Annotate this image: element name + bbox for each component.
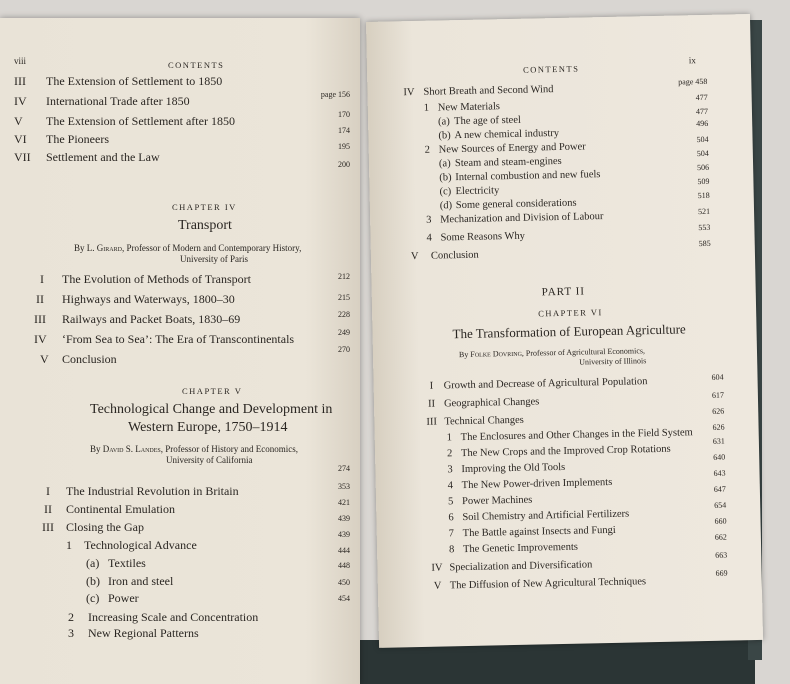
chapter-title: The Transformation of European Agriculture: [452, 321, 686, 342]
list-item: 2 Increasing Scale and Concentration: [68, 610, 259, 624]
list-item: 2 The New Crops and the Improved Crop Rotations: [446, 443, 671, 460]
page-number: 518: [697, 190, 710, 201]
list-item: 3 Mechanization and Division of Labour: [426, 211, 604, 226]
affiliation: University of Illinois: [579, 356, 647, 367]
page-number: 212: [338, 272, 350, 281]
page-number: 669: [715, 568, 728, 578]
list-item: V The Diffusion of New Agricultural Techniques: [433, 576, 647, 592]
page-number: 496: [696, 118, 709, 129]
list-item: I The Industrial Revolution in Britain: [46, 484, 239, 498]
list-item: 1 Technological Advance: [66, 538, 197, 552]
page-number: 553: [698, 222, 711, 233]
page-number: 439: [338, 514, 350, 523]
page-number: page 156: [320, 90, 350, 99]
page-number: 509: [697, 176, 710, 187]
running-head: CONTENTS: [522, 63, 580, 75]
list-item: 1 New Materials: [423, 101, 501, 114]
page-number: 631: [712, 436, 725, 446]
page-number: 647: [713, 484, 726, 494]
list-item: IV Short Breath and Second Wind: [403, 84, 554, 99]
folio: viii: [14, 56, 27, 66]
chapter-title-line2: Western Europe, 1750–1914: [128, 420, 288, 435]
list-item: (a) Steam and steam-engines: [438, 155, 562, 170]
list-item: IV International Trade after 1850: [14, 94, 190, 108]
affiliation: University of Paris: [180, 254, 248, 264]
page-number: 504: [696, 148, 709, 159]
list-item: III Closing the Gap: [42, 520, 144, 534]
list-item: IV ‘From Sea to Sea’: The Era of Transcontinentals: [34, 332, 295, 346]
page-number: 643: [713, 468, 726, 478]
page-number: 439: [338, 530, 350, 539]
list-item: II Geographical Changes: [427, 396, 540, 410]
list-item: (a) The age of steel: [437, 114, 521, 128]
list-item: (a) Textiles: [86, 556, 146, 570]
page-number: 195: [338, 142, 350, 151]
page-number: 200: [338, 160, 350, 169]
author-line: By L. Girard, Professor of Modern and Contemporary History,: [74, 243, 302, 253]
list-item: I Growth and Decrease of Agricultural Population: [429, 376, 648, 392]
list-item: II Highways and Waterways, 1800–30: [36, 292, 235, 306]
page-number: 444: [338, 546, 350, 555]
page-number: 215: [338, 293, 350, 302]
page-number: 504: [696, 134, 709, 145]
left-page: [0, 18, 360, 684]
chapter-title-line1: Technological Change and Development in: [90, 402, 333, 417]
list-item: 8 The Genetic Improvements: [448, 541, 579, 556]
part-label: PART II: [541, 285, 586, 299]
page-number: 506: [697, 162, 710, 173]
list-item: 2 New Sources of Energy and Power: [424, 141, 586, 156]
page-number: 660: [714, 516, 727, 526]
list-item: (b) Internal combustion and new fuels: [439, 169, 601, 184]
page-number: 662: [714, 532, 727, 542]
list-item: 4 Some Reasons Why: [426, 230, 526, 244]
page-number: 585: [698, 238, 711, 249]
chapter-label: CHAPTER VI: [538, 307, 603, 319]
affiliation: University of California: [166, 455, 253, 465]
list-item: III Railways and Packet Boats, 1830–69: [34, 312, 241, 326]
list-item: (b) A new chemical industry: [438, 127, 560, 142]
page-number: 170: [338, 110, 350, 119]
running-head: CONTENTS: [168, 60, 225, 70]
page-number: 421: [338, 498, 350, 507]
page-number: 604: [711, 372, 724, 382]
chapter-label: CHAPTER IV: [172, 202, 237, 212]
page-number: 174: [338, 126, 350, 135]
author-line: By Folke Dovring, Professor of Agricultural Economics,: [458, 346, 646, 360]
page-number: 663: [715, 550, 728, 560]
page-number: 270: [338, 345, 350, 354]
author-line: By David S. Landes, Professor of History and Economics,: [90, 444, 298, 454]
list-item: 7 The Battle against Insects and Fungi: [448, 524, 616, 540]
page-number: 626: [712, 406, 725, 416]
page-number: 448: [338, 561, 350, 570]
list-item: (b) Iron and steel: [86, 574, 174, 588]
list-item: V Conclusion: [410, 249, 479, 263]
list-item: (c) Power: [86, 591, 139, 605]
right-page: [366, 14, 763, 648]
page-number: 626: [712, 422, 725, 432]
list-item: V The Extension of Settlement after 1850: [14, 114, 235, 128]
chapter-label: CHAPTER V: [182, 386, 243, 396]
page-number: 353: [338, 482, 350, 491]
list-item: V Conclusion: [40, 352, 117, 366]
page-number: 454: [338, 594, 350, 603]
list-item: VII Settlement and the Law: [14, 150, 160, 164]
page-number: 228: [338, 310, 350, 319]
list-item: (c) Electricity: [439, 185, 500, 198]
list-item: I The Evolution of Methods of Transport: [40, 272, 251, 286]
page-number: 477: [695, 106, 709, 117]
list-item: (d) Some general considerations: [439, 197, 577, 212]
list-item: 3 New Regional Patterns: [68, 626, 199, 640]
page-number: 450: [338, 578, 350, 587]
list-item: III The Extension of Settlement to 1850: [14, 74, 223, 88]
list-item: IV Specialization and Diversification: [431, 559, 593, 574]
list-item: 5 Power Machines: [447, 494, 533, 508]
list-item: 4 The New Power-driven Implements: [447, 476, 613, 492]
page-number: 521: [697, 206, 711, 217]
chapter-title: Transport: [178, 218, 232, 233]
page-number: 477: [695, 92, 708, 103]
folio: ix: [688, 55, 696, 66]
list-item: II Continental Emulation: [44, 502, 175, 516]
page-number: 249: [338, 328, 350, 337]
list-item: VI The Pioneers: [14, 132, 109, 146]
list-item: III Technical Changes: [426, 414, 524, 428]
page-number: 654: [714, 500, 727, 510]
page-number: page 458: [678, 76, 708, 87]
list-item: 1 The Enclosures and Other Changes in the Field System: [446, 427, 693, 444]
page-number: 640: [713, 452, 726, 462]
page-number: 617: [711, 390, 724, 400]
page-number: 274: [338, 464, 350, 473]
list-item: 6 Soil Chemistry and Artificial Fertilizers: [448, 508, 630, 524]
list-item: 3 Improving the Old Tools: [447, 461, 566, 476]
